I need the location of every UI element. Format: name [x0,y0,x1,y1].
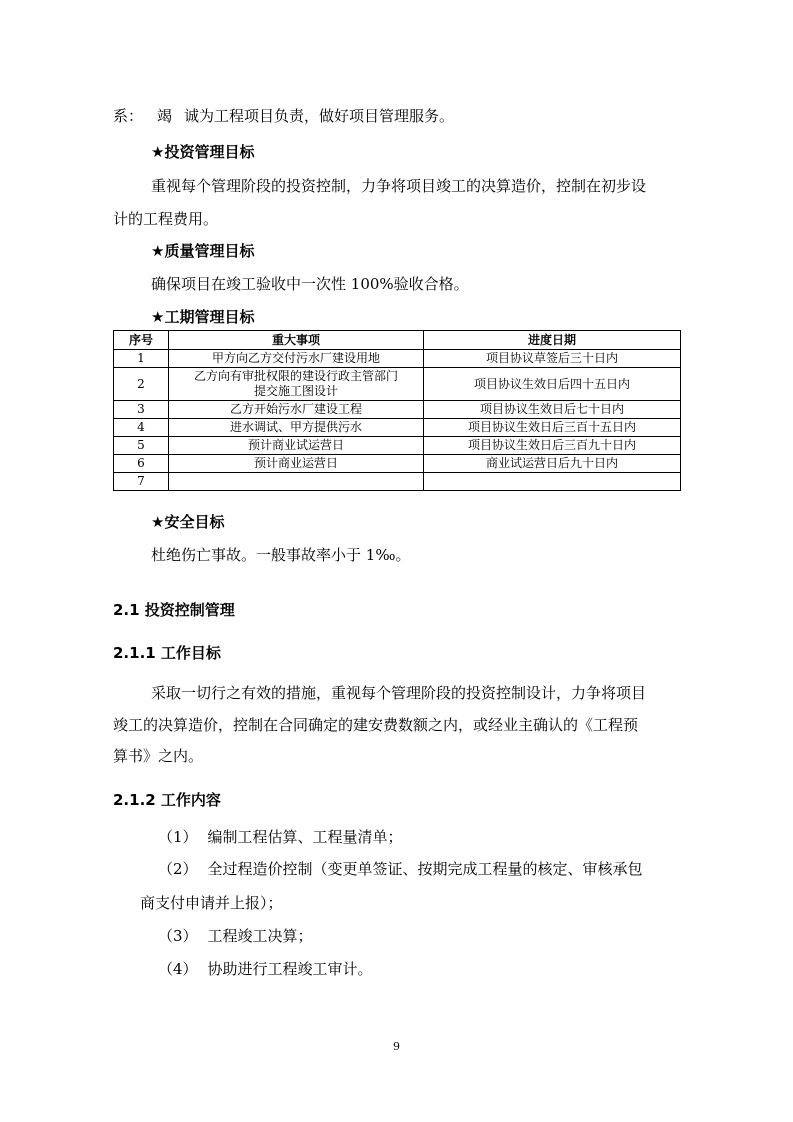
intro-label: 系： [113,107,144,125]
row-event [169,473,424,491]
section-2-1-1-line1: 采取一切行之有效的措施，重视每个管理阶段的投资控制设计，力争将项目 [151,684,647,702]
row-event: 预计商业试运营日 [169,437,424,455]
row-event: 乙方开始污水厂建设工程 [169,401,424,419]
list-item-text: 全过程造价控制（变更单签证、按期完成工程量的核定、审核承包 [207,860,643,878]
row-date: 项目协议生效日后四十五日内 [424,368,681,401]
list-item [158,959,373,979]
row-date: 项目协议草签后三十日内 [424,350,681,368]
section-2-1-1-line2: 竣工的决算造价，控制在合同确定的建安费数额之内，或经业主确认的《工程预 [113,716,639,734]
row-event: 进水调试、甲方提供污水 [169,419,424,437]
row-no: 4 [114,419,169,437]
table-row [114,419,681,437]
list-item-num: （2） [158,860,198,878]
list-item-num: （4） [158,960,198,978]
quality-text: 确保项目在竣工验收中一次性 100%验收合格。 [151,275,469,293]
list-item [158,926,313,946]
row-no: 1 [114,350,169,368]
investment-text-line2: 计的工程费用。 [113,210,219,228]
header-date: 进度日期 [424,331,681,350]
list-item-text: 协助进行工程竣工审计。 [207,960,373,978]
row-event [169,368,424,401]
section-2-1-title: 2.1 投资控制管理 [113,601,235,619]
safety-text: 杜绝伤亡事故。一般事故率小于 1‰。 [151,546,411,564]
table-row [114,350,681,368]
section-2-1-1-line3: 算书》之内。 [113,747,204,765]
list-item-continuation: 商支付申请并上报）； [140,894,283,912]
table-row [114,401,681,419]
row-no: 6 [114,455,169,473]
header-no: 序号 [114,331,169,350]
list-item-text: 编制工程估算、工程量清单； [207,828,403,846]
row-date: 项目协议生效日后三百九十日内 [424,437,681,455]
investment-text-line1: 重视每个管理阶段的投资控制，力争将项目竣工的决算造价，控制在初步设 [151,177,647,195]
schedule-table [113,330,681,491]
safety-heading: ★安全目标 [151,513,225,531]
intro-gap-char: 竭 [157,107,173,125]
row-no: 2 [114,368,169,401]
list-item-num: （3） [158,927,198,945]
row-event-line2: 提交施工图设计 [253,384,338,398]
table-row [114,437,681,455]
header-event: 重大事项 [169,331,424,350]
row-event: 甲方向乙方交付污水厂建设用地 [169,350,424,368]
list-item-num: （1） [158,828,198,846]
row-date [424,473,681,491]
table-header-row [114,331,681,350]
row-date: 项目协议生效日后三百十五日内 [424,419,681,437]
section-2-1-1-title: 2.1.1 工作目标 [113,644,221,662]
table-row [114,368,681,401]
quality-heading: ★质量管理目标 [151,242,255,260]
page-number: 9 [393,1040,400,1053]
investment-heading: ★投资管理目标 [151,143,255,161]
list-item-text: 工程竣工决算； [207,927,313,945]
table-row [114,473,681,491]
row-no: 7 [114,473,169,491]
row-date: 商业试运营日后九十日内 [424,455,681,473]
row-no: 5 [114,437,169,455]
list-item [158,859,643,879]
table-row [114,455,681,473]
intro-text: 诚为工程项目负责，做好项目管理服务。 [184,107,455,125]
schedule-heading: ★工期管理目标 [151,308,255,326]
section-2-1-2-title: 2.1.2 工作内容 [113,791,221,809]
intro-line [113,106,454,126]
list-item [158,827,403,847]
row-no: 3 [114,401,169,419]
row-event: 预计商业运营日 [169,455,424,473]
row-date: 项目协议生效日后七十日内 [424,401,681,419]
row-event-line1: 乙方向有审批权限的建设行政主管部门 [193,369,398,383]
